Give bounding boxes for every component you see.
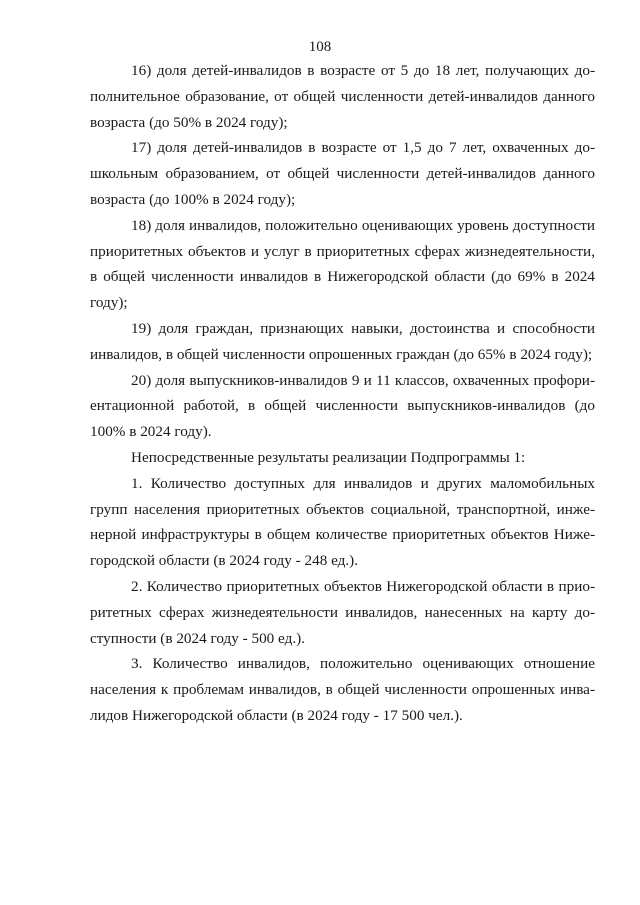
- paragraph-indicator-16: 16) доля детей-инвалидов в возрасте от 5 до 18 лет, получающих дополнительное образование, от общей численности детей-инвалидов данного возраста (до 50% в 2024 году);: [90, 62, 595, 131]
- paragraph-result-2: 2. Количество приоритетных объектов Нижегородской области в приоритетных сферах жизнедеятельности инвалидов, нанесенных на карту доступности (в 2024 году - 500 ед.).: [90, 577, 595, 647]
- paragraph-indicator-18: 18) доля инвалидов, положительно оценивающих уровень доступности приоритетных объектов и услуг в приоритетных сферах жизнедеятельности, в общей численности инвалидов в Нижегородской области (до 69% в 2024 году);: [90, 216, 595, 312]
- document-body: [90, 58, 595, 729]
- paragraph-result-1: 1. Количество доступных для инвалидов и других маломобильных групп населения приоритетных объектов социальной, транспортной, инженерной инфраструктуры в общем количестве приоритетных объектов Нижегородской области (в 2024 году - 248 ед.).: [90, 474, 595, 570]
- paragraph-result-3: 3. Количество инвалидов, положительно оценивающих отношение населения к проблемам инвалидов, в общей численности опрошенных инвалидов Нижегородской области (в 2024 году - 17 500 чел.).: [90, 655, 595, 724]
- paragraph-results-heading: Непосредственные результаты реализации Подпрограммы 1:: [131, 448, 526, 466]
- paragraph-indicator-19: 19) доля граждан, признающих навыки, достоинства и способности инвалидов, в общей численности опрошенных граждан (до 65% в 2024 году);: [90, 319, 595, 363]
- paragraph-indicator-20: 20) доля выпускников-инвалидов 9 и 11 классов, охваченных профориентационной работой, в общей численности выпускников-инвалидов (до 100% в 2024 году).: [90, 371, 595, 441]
- page-number: 108: [308, 39, 332, 55]
- paragraph-indicator-17: 17) доля детей-инвалидов в возрасте от 1,5 до 7 лет, охваченных дошкольным образованием, от общей численности детей-инвалидов данного возраста (до 100% в 2024 году);: [90, 139, 595, 208]
